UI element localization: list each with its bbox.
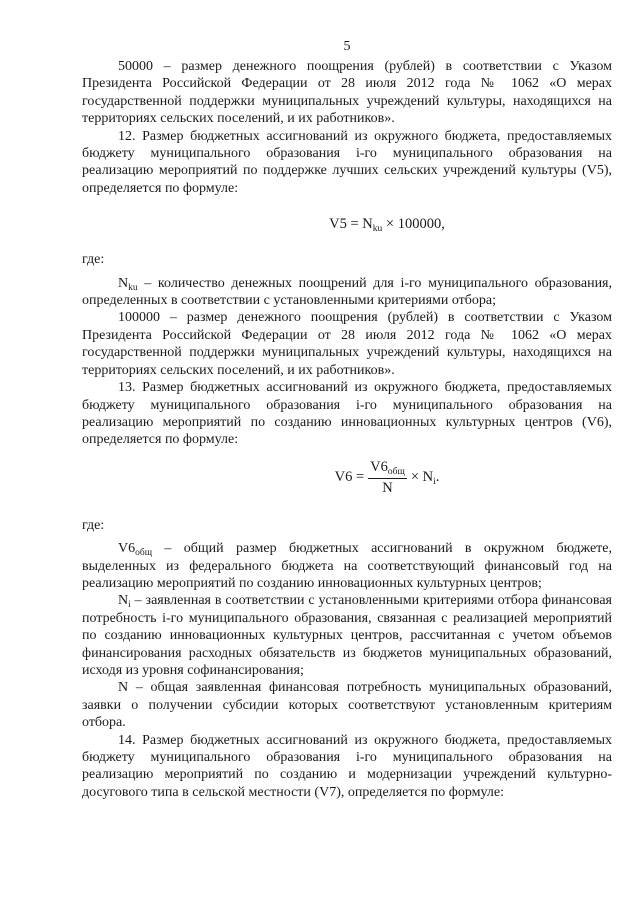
paragraph-item-14: 14. Размер бюджетных ассигнований из окружного бюджета, предоставляемых бюджету муниципального образования i-го муниципального образования на реализацию мероприятий по созданию и модернизации учреждений культурно-досугового типа в сельской местности (V7), определяется по формуле:: [82, 732, 612, 800]
definition-ni: $N_i$ – заявленная в соответствии с установленными критериями отбора финансовая потребность i-го муниципального образования, связанная с реализацией мероприятий по созданию инновационных культурных центров, рассчитанная с учетом объемов финансирования расходных обязательств из бюджетов муниципальных образований, исходя из уровня софинансирования;: [82, 593, 612, 678]
formula-v6-denominator: N: [382, 479, 393, 496]
paragraph-100000: 100000 – размер денежного поощрения (рублей) в соответствии с Указом Президента Российской Федерации от 28 июля 2012 года № 1062 «О мерах государственной поддержки муниципальных учреждений культуры, находящихся на территориях сельских поселений, и их работников».: [82, 310, 612, 378]
formula-v6-rhs: × $N_i$.: [410, 469, 440, 488]
definition-nku-text: – количество денежных поощрений для i-го муниципального образования, определенных в соответствии с установленными критериями отбора;: [82, 275, 612, 309]
definition-nku-symbol: N: [118, 275, 129, 291]
where-label-2: где:: [82, 517, 105, 533]
paragraph-50000: 50000 – размер денежного поощрения (рублей) в соответствии с Указом Президента Российской Федерации от 28 июля 2012 года № 1062 «О мерах государственной поддержки муниципальных учреждений культуры, находящихся на территориях сельских поселений, и их работников».: [82, 59, 612, 127]
formula-v5-sub: ku: [372, 224, 383, 235]
formula-v6-numerator: $V6_{общ}$: [370, 458, 405, 477]
formula-v5: [82, 215, 612, 233]
formula-v6-fraction: [368, 459, 407, 497]
definition-n: N – общая заявленная финансовая потребность муниципальных образований, заявки о получении субсидии которых соответствуют установленным критериям отбора.: [82, 680, 612, 731]
formula-v5-lhs: V5 = N: [329, 216, 373, 233]
definition-nku: [82, 275, 612, 310]
where-label-1: где:: [82, 252, 105, 268]
formula-v6: [82, 459, 612, 497]
page-number: 5: [343, 39, 351, 54]
paragraph-item-13: 13. Размер бюджетных ассигнований из окружного бюджета, предоставляемых бюджету муниципального образования i-го муниципального образования на реализацию мероприятий по созданию инновационных культурных центров (V6), определяется по формуле:: [82, 380, 612, 448]
paragraph-item-12: 12. Размер бюджетных ассигнований из окружного бюджета, предоставляемых бюджету муниципального образования i-го муниципального образования на реализацию мероприятий по поддержке лучших сельских учреждений культуры (V5), определяется по формуле:: [82, 128, 612, 196]
definition-nku-sub: ku: [128, 282, 138, 293]
definition-v6-total: $V6_{общ}$ – общий размер бюджетных ассигнований в окружном бюджете, выделенных из федерального бюджета на соответствующий финансовый год на реализацию мероприятий по созданию инновационных культурных центров;: [82, 541, 612, 591]
formula-v6-lhs: V6 =: [334, 469, 365, 486]
formula-v5-rhs: × 100000,: [382, 216, 445, 233]
